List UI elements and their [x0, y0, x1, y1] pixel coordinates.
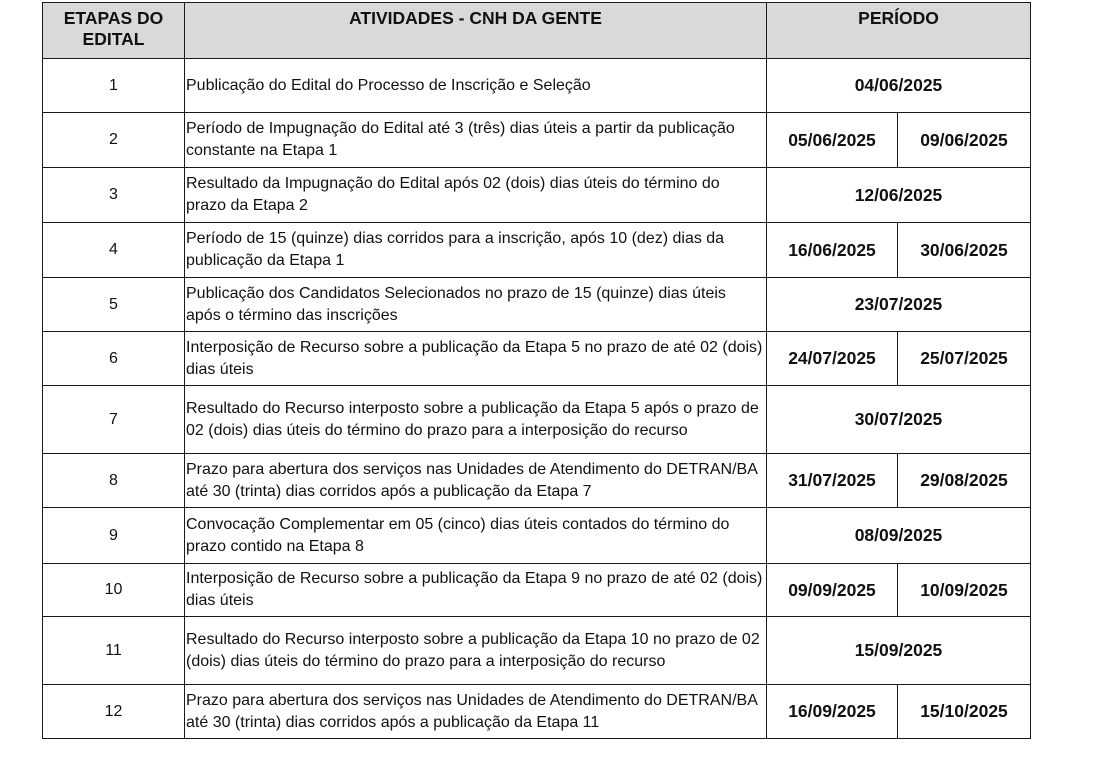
- periodo-end-date: 10/09/2025: [898, 564, 1031, 617]
- etapa-number: 3: [43, 168, 185, 223]
- table-row: [43, 59, 1031, 113]
- header-etapas: ETAPAS DO EDITAL: [43, 3, 185, 59]
- periodo-start-date: 24/07/2025: [767, 332, 898, 386]
- periodo-start-date: 16/09/2025: [767, 685, 898, 739]
- etapa-number: 9: [43, 508, 185, 564]
- periodo-end-date: 25/07/2025: [898, 332, 1031, 386]
- table-body: [43, 59, 1031, 739]
- table-row: [43, 617, 1031, 685]
- atividade-text: Resultado do Recurso interposto sobre a publicação da Etapa 5 após o prazo de 02 (dois) dias úteis do término do prazo para a interposição do recurso: [185, 386, 767, 454]
- table-row: [43, 113, 1031, 168]
- atividade-text: Resultado da Impugnação do Edital após 02 (dois) dias úteis do término do prazo da Etapa 2: [185, 168, 767, 223]
- atividade-text: Prazo para abertura dos serviços nas Unidades de Atendimento do DETRAN/BA até 30 (trinta) dias corridos após a publicação da Etapa 11: [185, 685, 767, 739]
- table-row: [43, 454, 1031, 508]
- atividade-text: Período de 15 (quinze) dias corridos para a inscrição, após 10 (dez) dias da publicação da Etapa 1: [185, 223, 767, 278]
- periodo-date: 12/06/2025: [767, 168, 1031, 223]
- etapa-number: 8: [43, 454, 185, 508]
- etapa-number: 6: [43, 332, 185, 386]
- atividade-text: Prazo para abertura dos serviços nas Unidades de Atendimento do DETRAN/BA até 30 (trinta) dias corridos após a publicação da Etapa 7: [185, 454, 767, 508]
- etapa-number: 1: [43, 59, 185, 113]
- atividade-text: Interposição de Recurso sobre a publicação da Etapa 5 no prazo de até 02 (dois) dias úteis: [185, 332, 767, 386]
- periodo-end-date: 15/10/2025: [898, 685, 1031, 739]
- periodo-date: 23/07/2025: [767, 278, 1031, 332]
- periodo-end-date: 29/08/2025: [898, 454, 1031, 508]
- header-periodo: PERÍODO: [767, 3, 1031, 59]
- table-row: [43, 386, 1031, 454]
- periodo-date: 04/06/2025: [767, 59, 1031, 113]
- schedule-table-container: [42, 2, 1031, 739]
- periodo-start-date: 09/09/2025: [767, 564, 898, 617]
- etapa-number: 10: [43, 564, 185, 617]
- periodo-date: 15/09/2025: [767, 617, 1031, 685]
- periodo-end-date: 09/06/2025: [898, 113, 1031, 168]
- table-row: [43, 332, 1031, 386]
- table-row: [43, 168, 1031, 223]
- schedule-table: [42, 2, 1031, 739]
- periodo-date: 30/07/2025: [767, 386, 1031, 454]
- periodo-start-date: 05/06/2025: [767, 113, 898, 168]
- periodo-end-date: 30/06/2025: [898, 223, 1031, 278]
- periodo-date: 08/09/2025: [767, 508, 1031, 564]
- table-row: [43, 223, 1031, 278]
- etapa-number: 5: [43, 278, 185, 332]
- header-atividades: ATIVIDADES - CNH DA GENTE: [185, 3, 767, 59]
- table-row: [43, 508, 1031, 564]
- atividade-text: Resultado do Recurso interposto sobre a publicação da Etapa 10 no prazo de 02 (dois) dias úteis do término do prazo para a interposição do recurso: [185, 617, 767, 685]
- atividade-text: Convocação Complementar em 05 (cinco) dias úteis contados do término do prazo contido na Etapa 8: [185, 508, 767, 564]
- table-row: [43, 278, 1031, 332]
- etapa-number: 12: [43, 685, 185, 739]
- atividade-text: Publicação do Edital do Processo de Inscrição e Seleção: [185, 59, 767, 113]
- table-row: [43, 685, 1031, 739]
- etapa-number: 7: [43, 386, 185, 454]
- periodo-start-date: 31/07/2025: [767, 454, 898, 508]
- table-row: [43, 564, 1031, 617]
- etapa-number: 4: [43, 223, 185, 278]
- atividade-text: Publicação dos Candidatos Selecionados no prazo de 15 (quinze) dias úteis após o término das inscrições: [185, 278, 767, 332]
- etapa-number: 11: [43, 617, 185, 685]
- etapa-number: 2: [43, 113, 185, 168]
- periodo-start-date: 16/06/2025: [767, 223, 898, 278]
- atividade-text: Interposição de Recurso sobre a publicação da Etapa 9 no prazo de até 02 (dois) dias úteis: [185, 564, 767, 617]
- atividade-text: Período de Impugnação do Edital até 3 (três) dias úteis a partir da publicação constante na Etapa 1: [185, 113, 767, 168]
- table-header-row: [43, 3, 1031, 59]
